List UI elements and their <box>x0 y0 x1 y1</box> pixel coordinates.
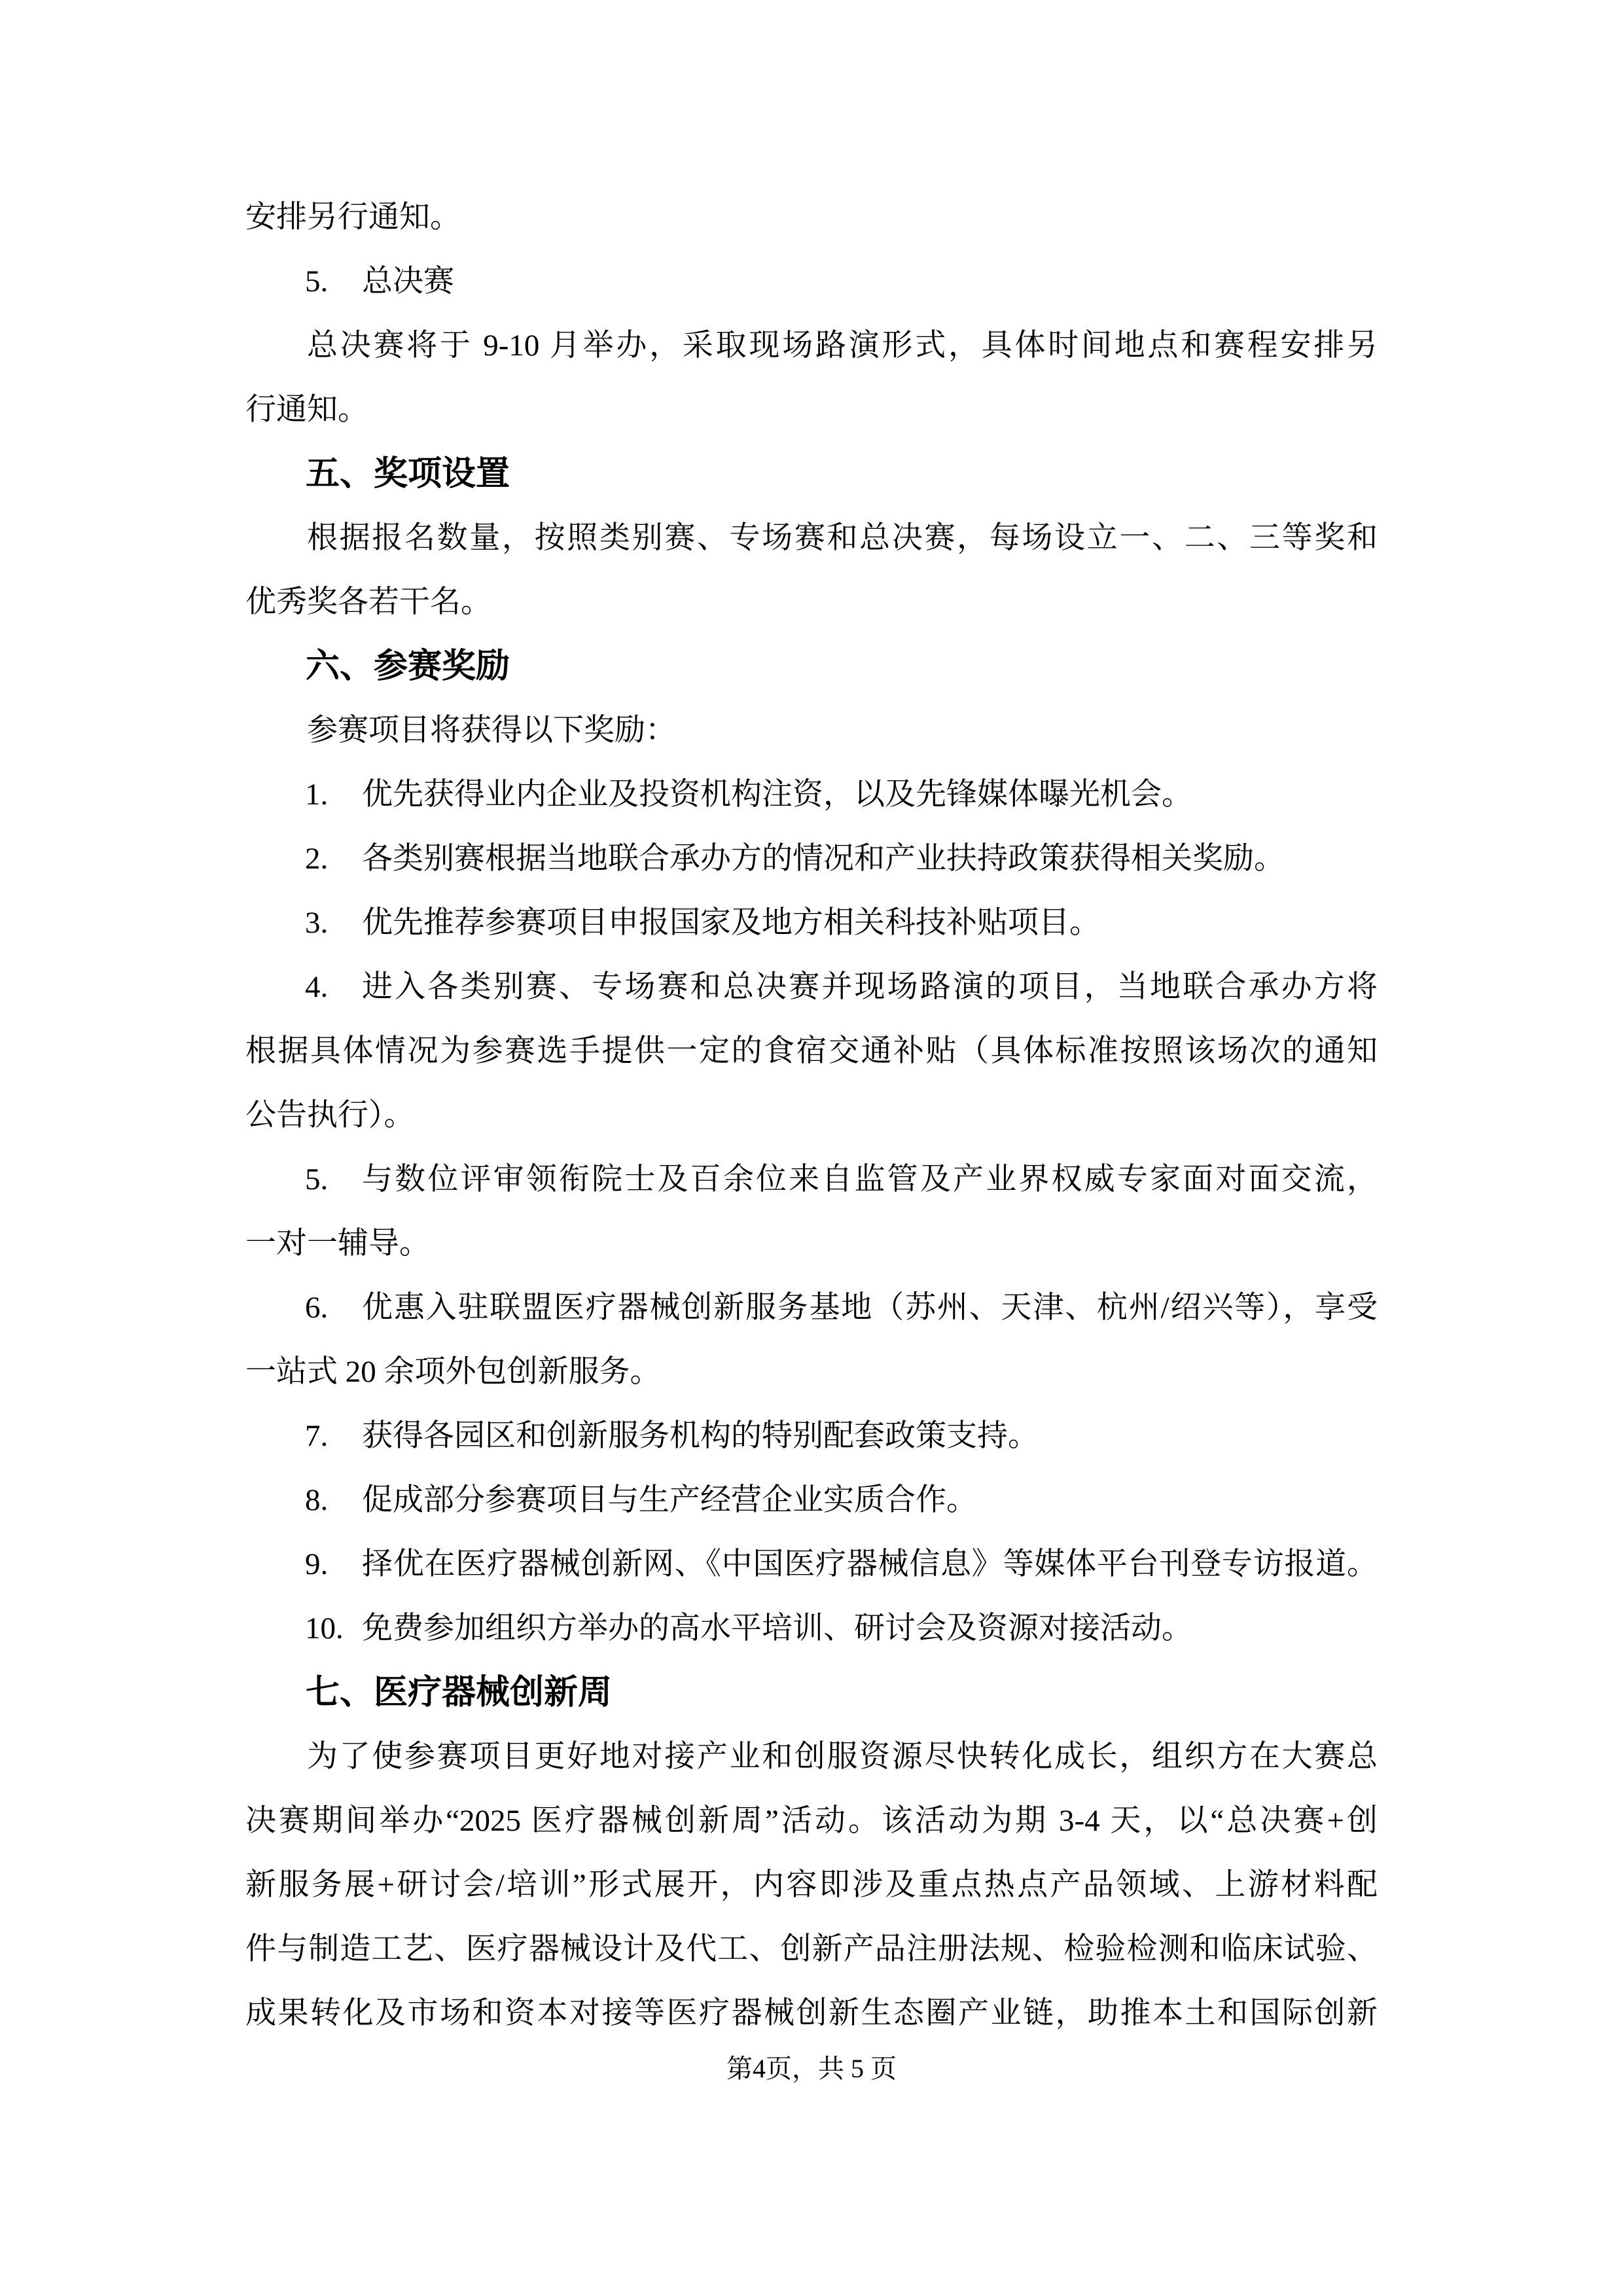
list-number: 9. <box>305 1547 329 1581</box>
text-line: 优秀奖各若干名。 <box>245 585 491 619</box>
list-text: 与数位评审领衔院士及百余位来自监管及产业界权威专家面对面交流， <box>362 1162 1378 1196</box>
text-line: 为了使参赛项目更好地对接产业和创服资源尽快转化成长，组织方在大赛总 <box>307 1740 1378 1774</box>
section-heading: 五、奖项设置 <box>306 455 510 493</box>
list-number: 5. <box>305 264 329 298</box>
text-line: 件与制造工艺、医疗器械设计及代工、创新产品注册法规、检验检测和临床试验、 <box>245 1932 1378 1966</box>
list-text: 优先获得业内企业及投资机构注资，以及先锋媒体曝光机会。 <box>362 778 1192 812</box>
section-heading: 七、医疗器械创新周 <box>306 1674 613 1712</box>
list-number: 2. <box>305 842 329 876</box>
list-item <box>245 1468 1378 1532</box>
list-item <box>245 249 1378 314</box>
text-line: 行通知。 <box>245 393 368 427</box>
list-text: 优先推荐参赛项目申报国家及地方相关科技补贴项目。 <box>362 906 1100 940</box>
list-text: 获得各园区和创新服务机构的特别配套政策支持。 <box>362 1419 1039 1453</box>
text-line: 成果转化及市场和资本对接等医疗器械创新生态圈产业链，助推本土和国际创新 <box>245 1996 1378 2030</box>
text-line: 一对一辅导。 <box>245 1227 430 1261</box>
section-heading: 六、参赛奖励 <box>306 647 510 685</box>
page-footer: 第4页，共 5 页 <box>726 2054 897 2083</box>
list-item <box>245 762 1378 827</box>
list-item <box>245 827 1378 891</box>
text-line: 一站式 20 余项外包创新服务。 <box>245 1355 661 1389</box>
text-line: 新服务展+研讨会/培训”形式展开，内容即涉及重点热点产品领域、上游材料配 <box>245 1868 1378 1902</box>
text-line: 公告执行）。 <box>245 1098 415 1132</box>
list-number: 3. <box>305 906 329 940</box>
list-item <box>245 1404 1378 1468</box>
text-line: 安排另行通知。 <box>245 200 461 234</box>
list-number: 1. <box>305 778 329 812</box>
list-number: 5. <box>305 1162 329 1196</box>
list-text: 进入各类别赛、专场赛和总决赛并现场路演的项目，当地联合承办方将 <box>362 970 1378 1004</box>
list-text: 优惠入驻联盟医疗器械创新服务基地（苏州、天津、杭州/绍兴等），享受 <box>362 1291 1378 1325</box>
list-text: 促成部分参赛项目与生产经营企业实质合作。 <box>362 1483 977 1517</box>
list-number: 4. <box>305 970 329 1004</box>
list-number: 7. <box>305 1419 329 1453</box>
list-item <box>245 891 1378 955</box>
list-item <box>245 1276 1378 1340</box>
list-number: 10. <box>305 1611 344 1645</box>
text-line: 总决赛将于 9-10 月举办，采取现场路演形式，具体时间地点和赛程安排另 <box>307 329 1378 363</box>
list-item <box>245 1596 1378 1660</box>
list-text: 择优在医疗器械创新网、《中国医疗器械信息》等媒体平台刊登专访报道。 <box>362 1547 1378 1581</box>
list-text: 总决赛 <box>362 264 454 298</box>
list-text: 各类别赛根据当地联合承办方的情况和产业扶持政策获得相关奖励。 <box>362 842 1285 876</box>
list-number: 8. <box>305 1483 329 1517</box>
list-item <box>245 1147 1378 1211</box>
document-content <box>245 185 1378 2045</box>
list-number: 6. <box>305 1291 329 1325</box>
text-line: 根据具体情况为参赛选手提供一定的食宿交通补贴（具体标准按照该场次的通知 <box>245 1034 1378 1068</box>
list-item <box>245 1532 1378 1596</box>
text-line: 根据报名数量，按照类别赛、专场赛和总决赛，每场设立一、二、三等奖和 <box>307 521 1378 555</box>
list-item <box>245 955 1378 1019</box>
text-line: 决赛期间举办“2025 医疗器械创新周”活动。该活动为期 3-4 天，以“总决赛+创 <box>245 1804 1378 1838</box>
list-text: 免费参加组织方举办的高水平培训、研讨会及资源对接活动。 <box>362 1611 1192 1645</box>
text-line: 参赛项目将获得以下奖励： <box>307 713 676 747</box>
